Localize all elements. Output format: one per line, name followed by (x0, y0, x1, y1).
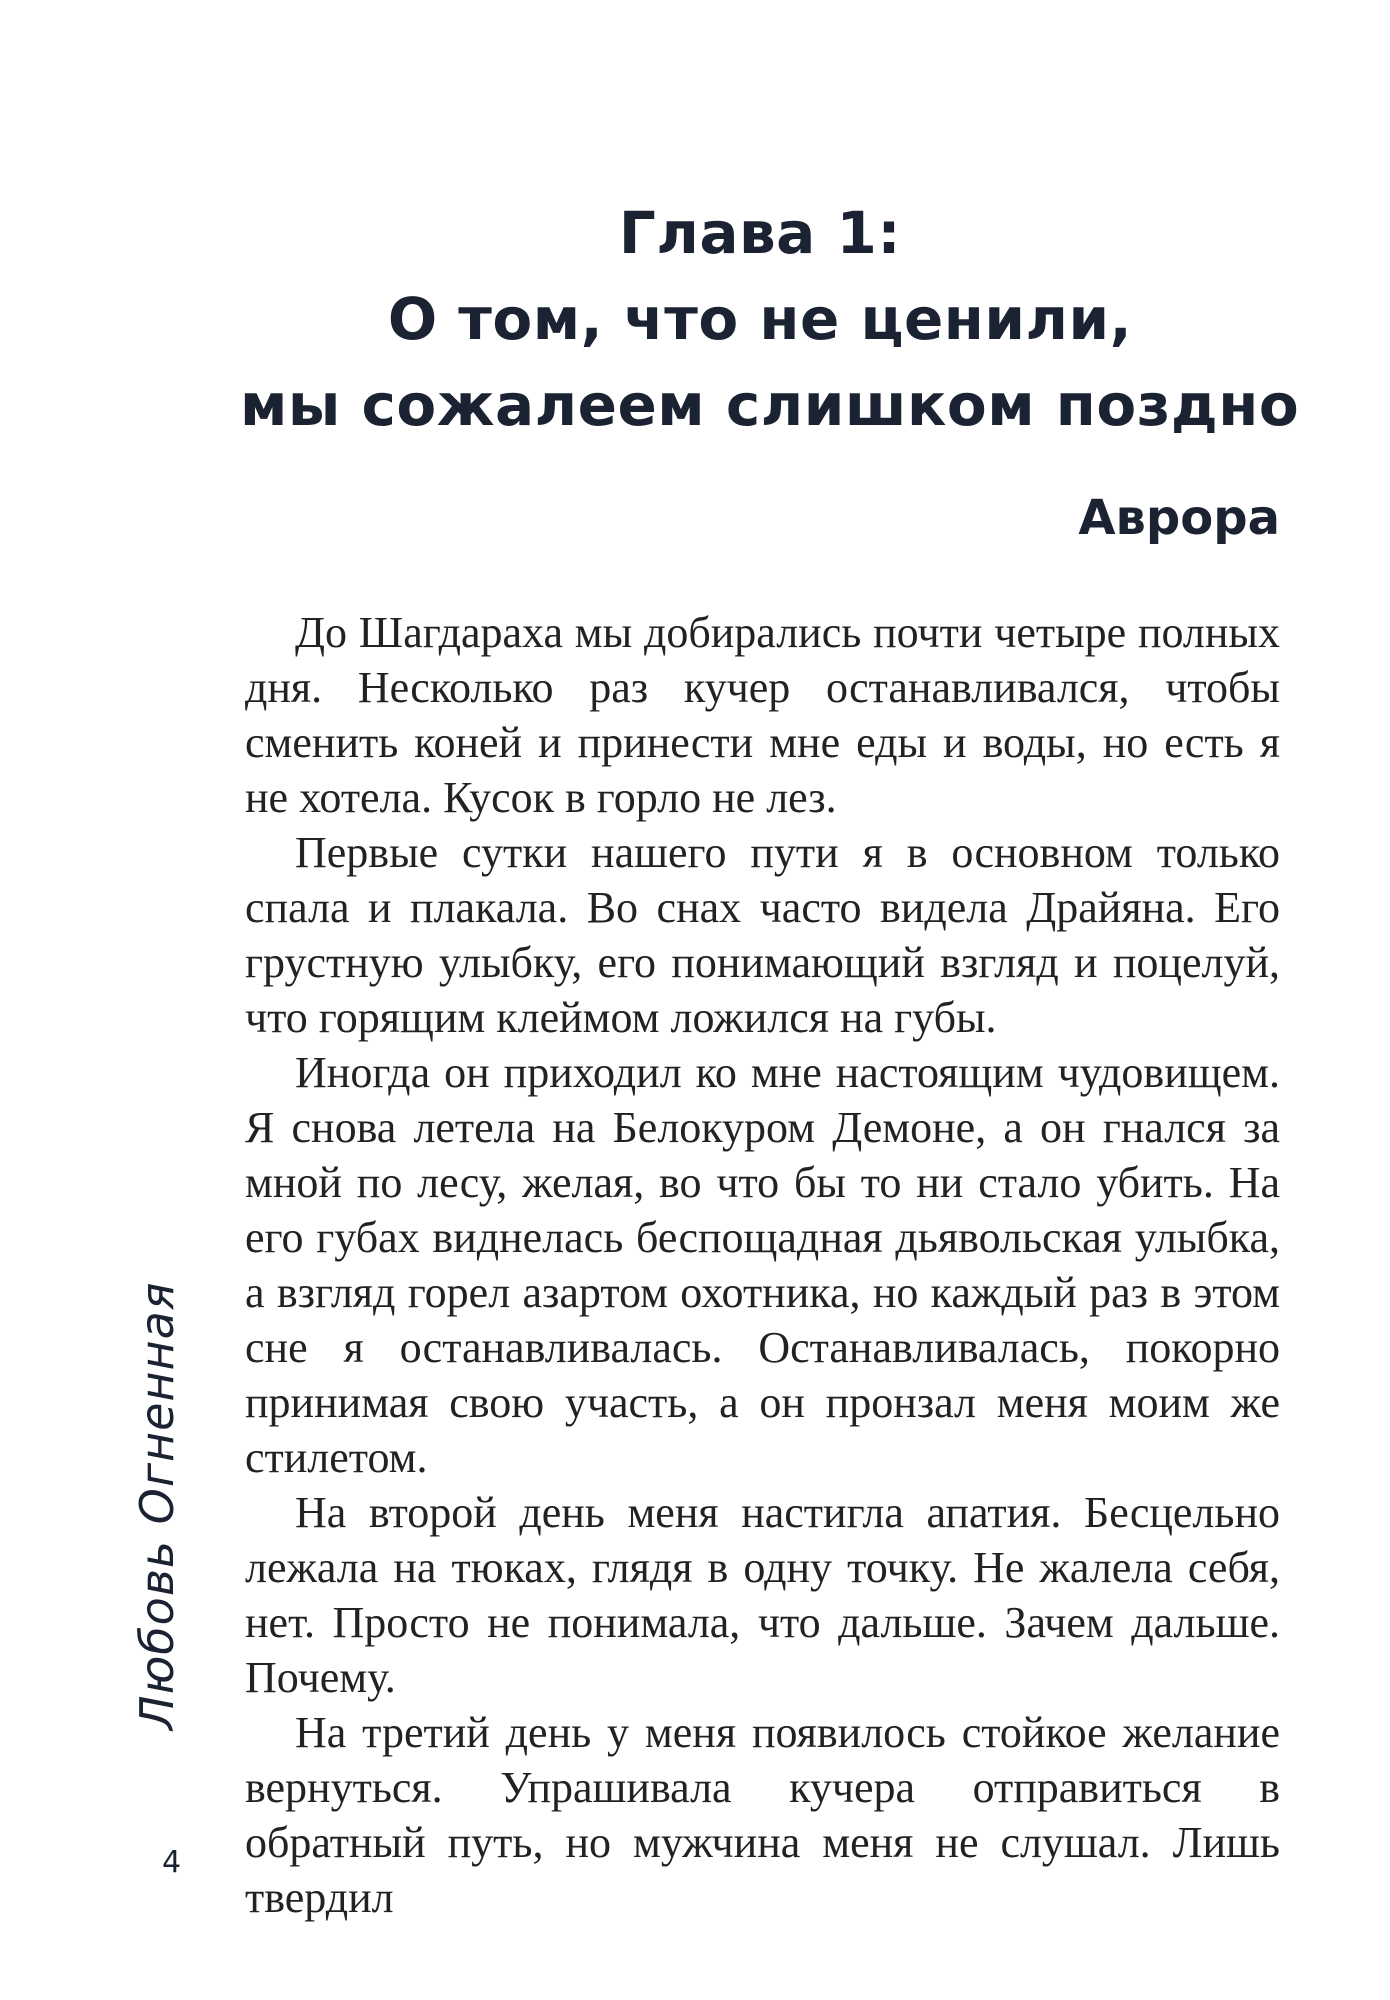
paragraph: До Шагдараха мы добирались почти четыре полных дня. Несколько раз кучер останавливался, чтобы сменить коней и принести мне еды и воды, но есть я не хотела. Кусок в горло не лез. (245, 608, 1280, 822)
pov-character-name: Аврора (1078, 490, 1280, 546)
chapter-heading (240, 190, 1300, 448)
chapter-title-line-1: О том, что не ценили, (387, 285, 1133, 353)
chapter-number: Глава 1: (618, 199, 902, 267)
author-signature: Любовь Огненная (130, 1281, 184, 1730)
paragraph: На второй день меня настигла апатия. Бесцельно лежала на тюках, глядя в одну точку. Не жалела себя, нет. Просто не понимала, что дальше. Зачем дальше. Почему. (245, 1488, 1280, 1702)
body-text (245, 605, 1280, 1925)
paragraph: Иногда он приходил ко мне настоящим чудовищем. Я снова летела на Белокуром Демоне, а он гнался за мной по лесу, желая, во что бы то ни стало убить. На его губах виднелась беспощадная дьявольская улыбка, а взгляд горел азартом охотника, но каждый раз в этом сне я останавливалась. Останавливалась, покорно принимая свою участь, а он пронзал меня моим же стилетом. (245, 1048, 1280, 1482)
page-number: 4 (162, 1845, 182, 1880)
paragraph: Первые сутки нашего пути я в основном только спала и плакала. Во снах часто видела Драйяна. Его грустную улыбку, его понимающий взгляд и поцелуй, что горящим клеймом ложился на губы. (245, 828, 1280, 1042)
paragraph: На третий день у меня появилось стойкое желание вернуться. Упрашивала кучера отправиться в обратный путь, но мужчина меня не слушал. Лишь твердил (245, 1708, 1280, 1922)
chapter-title-line-2: мы сожалеем слишком поздно (240, 371, 1300, 439)
